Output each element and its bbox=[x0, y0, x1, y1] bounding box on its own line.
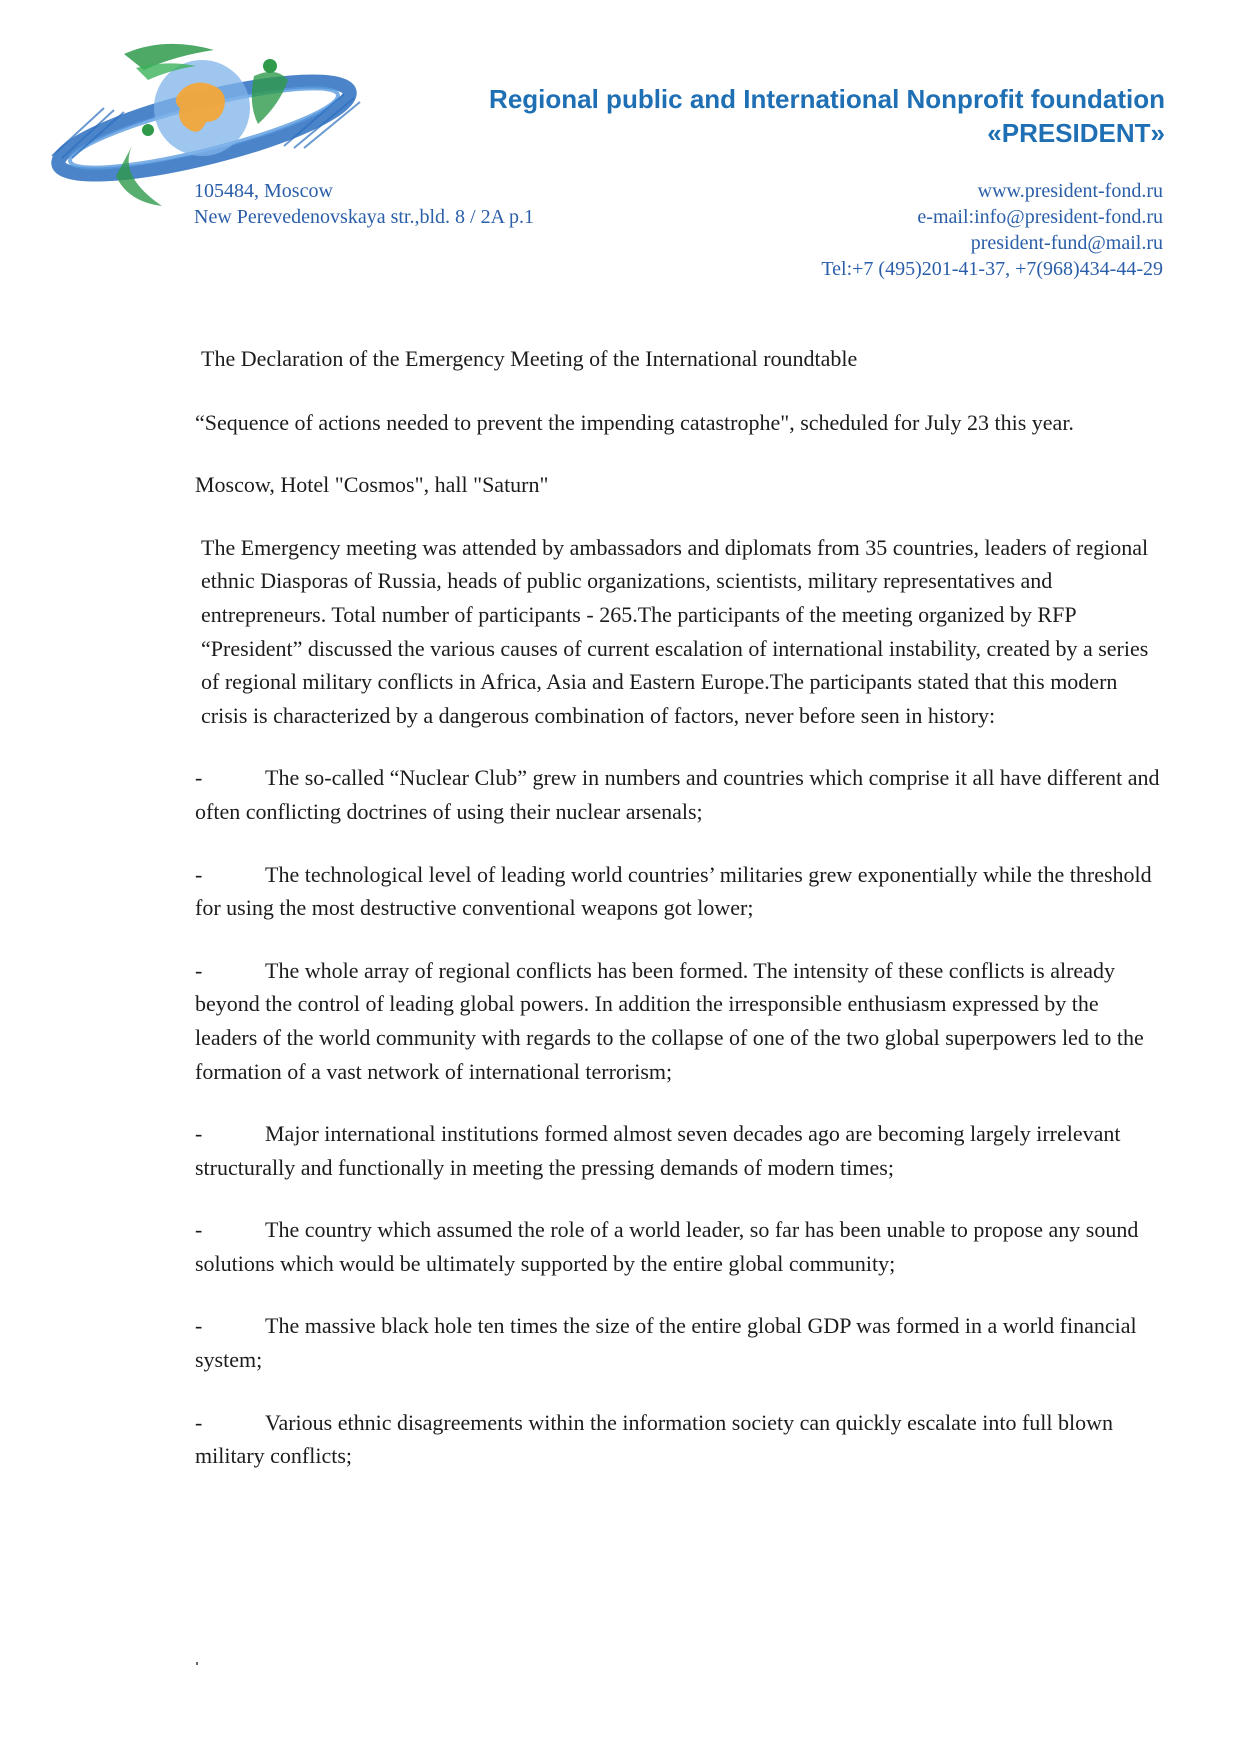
list-item bbox=[195, 954, 1165, 1088]
phone-numbers: Tel:+7 (495)201-41-37, +7(968)434-44-29 bbox=[821, 258, 1163, 280]
list-item-text: The country which assumed the role of a world leader, so far has been unable to propose any sound solutions which would be ultimately supported by the entire global community; bbox=[195, 1217, 1139, 1276]
list-item-text: The so-called “Nuclear Club” grew in numbers and countries which comprise it all have different and often conflicting doctrines of using their nuclear arsenals; bbox=[195, 765, 1160, 824]
list-item bbox=[195, 1309, 1165, 1376]
website-link[interactable]: www.president-fond.ru bbox=[977, 180, 1163, 202]
intro-paragraph: The Emergency meeting was attended by ambassadors and diplomats from 35 countries, leaders of regional ethnic Diasporas of Russia, heads of public organizations, scientists, military representatives and entrepreneurs. Total number of participants - 265.The participants of the meeting organized by RFP “President” discussed the various causes of current escalation of international instability, created by a series of regional military conflicts in Africa, Asia and Eastern Europe.The participants stated that this modern crisis is characterized by a dangerous combination of factors, never before seen in history: bbox=[201, 534, 1149, 728]
organization-name bbox=[265, 82, 1165, 150]
address-line-1: 105484, Moscow bbox=[194, 180, 333, 202]
list-item-text: Major international institutions formed almost seven decades ago are becoming largely irrelevant structurally and functionally in meeting the pressing demands of modern times; bbox=[195, 1121, 1121, 1180]
bullet-dash: - bbox=[195, 1313, 203, 1339]
list-item bbox=[195, 761, 1165, 828]
list-item-text: The whole array of regional conflicts has been formed. The intensity of these conflicts is already beyond the control of leading global powers. In addition the irresponsible enthusiasm expressed by the leaders of the world community with regards to the collapse of one of the two global superpowers led to the formation of a vast network of international terrorism; bbox=[195, 957, 1144, 1084]
contact-block bbox=[563, 178, 1163, 282]
list-item bbox=[195, 1117, 1165, 1184]
bullet-dash: - bbox=[195, 957, 203, 983]
address-line-2: New Perevedenovskaya str.,bld. 8 / 2A p.1 bbox=[194, 206, 534, 228]
email-link-fund[interactable]: president-fund@mail.ru bbox=[970, 232, 1163, 254]
postal-address bbox=[194, 178, 534, 230]
bullet-dash: - bbox=[195, 1409, 203, 1435]
bullet-dash: - bbox=[195, 765, 203, 791]
roundtable-subtitle: “Sequence of actions needed to prevent the impending catastrophe", scheduled for July 23 this year. bbox=[195, 409, 1074, 435]
meeting-location: Moscow, Hotel "Cosmos", hall "Saturn" bbox=[195, 472, 549, 498]
organization-name-line-1: Regional public and International Nonprofit foundation bbox=[489, 84, 1165, 114]
list-item-text: The technological level of leading world countries’ militaries grew exponentially while the threshold for using the most destructive conventional weapons got lower; bbox=[195, 861, 1152, 921]
list-item bbox=[195, 858, 1165, 925]
bullet-dash: - bbox=[195, 861, 203, 887]
declaration-title: The Declaration of the Emergency Meeting of the International roundtable bbox=[201, 346, 858, 371]
organization-name-line-2: «PRESIDENT» bbox=[987, 118, 1165, 148]
list-item-text: The massive black hole ten times the size of the entire global GDP was formed in a world financial system; bbox=[195, 1313, 1137, 1373]
declaration-body bbox=[195, 342, 1165, 1502]
bullet-dash: - bbox=[195, 1121, 203, 1147]
email-link-info[interactable]: e-mail:info@president-fond.ru bbox=[917, 206, 1163, 228]
list-item bbox=[195, 1406, 1165, 1473]
list-item bbox=[195, 1213, 1165, 1280]
list-item-text: Various ethnic disagreements within the information society can quickly escalate into full blown military conflicts; bbox=[195, 1409, 1113, 1469]
bullet-dash: - bbox=[195, 1217, 203, 1243]
scan-speck bbox=[196, 1662, 198, 1665]
